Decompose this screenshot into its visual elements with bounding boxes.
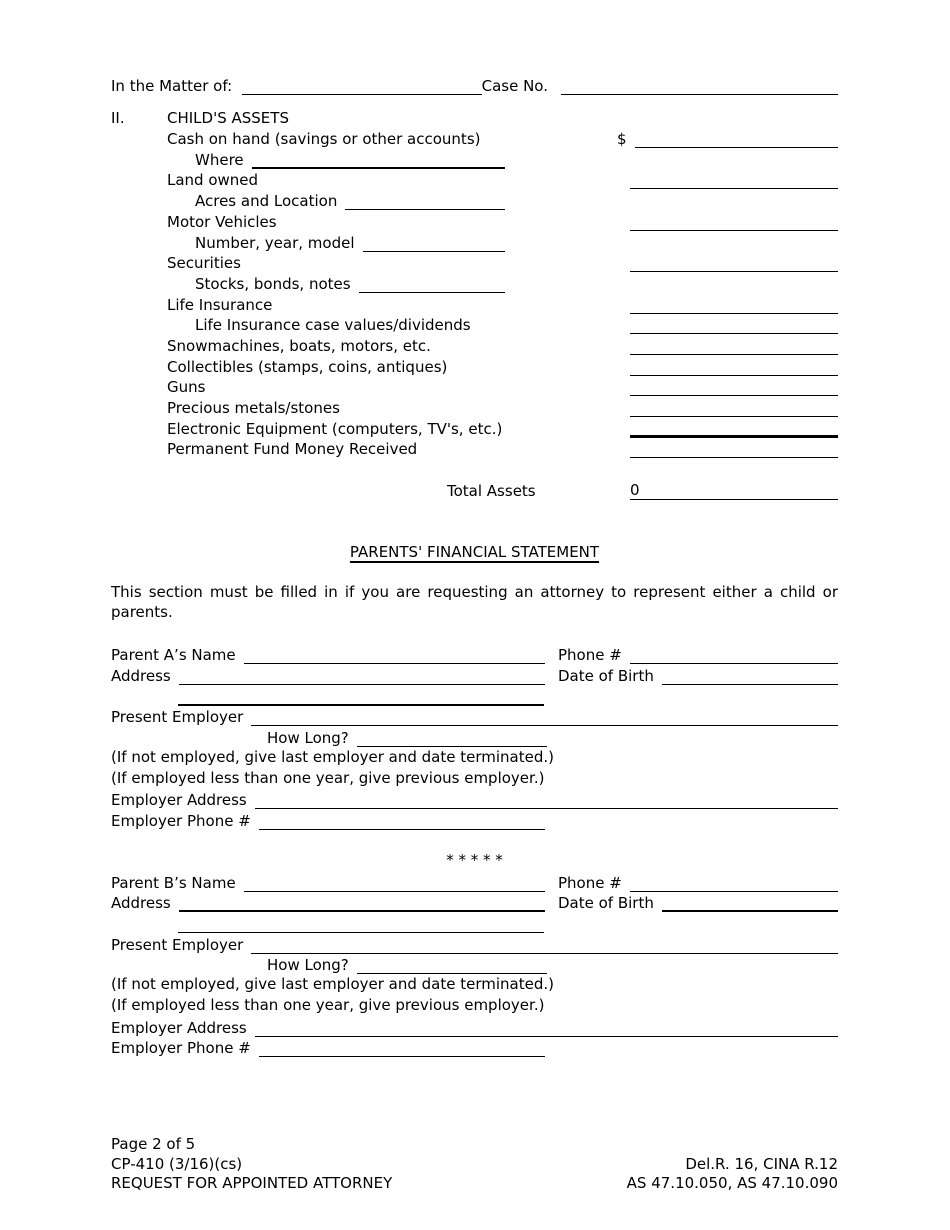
parent-a-employer-label: Present Employer [111,708,244,727]
parent-b-dob-field[interactable] [662,910,838,912]
parent-b-employer-address-label: Employer Address [111,1018,247,1037]
asset-row [111,293,838,314]
stocks-bonds-notes-field[interactable] [359,292,505,293]
parent-b-employer-address-field[interactable] [255,1036,838,1037]
parent-a-note1: (If not employed, give last employer and date terminated.) [111,748,554,767]
assets-section-heading [111,107,838,128]
motor-vehicles-label: Motor Vehicles [167,212,277,231]
footer-form-number: CP-410 (3/16)(cs) [111,1154,243,1173]
asset-row [111,417,838,438]
parent-a-address-field[interactable] [179,684,545,685]
parent-b-name-label: Parent B’s Name [111,873,236,892]
parent-a-employer-phone-label: Employer Phone # [111,811,251,830]
assets-section-title: CHILD'S ASSETS [167,109,289,128]
total-assets-value: 0 [630,480,640,499]
total-assets-label: Total Assets [447,481,536,500]
parent-b-employer-field[interactable] [251,953,838,954]
motor-vehicles-value-line[interactable] [630,230,838,231]
footer-rules: Del.R. 16, CINA R.12 [685,1154,838,1173]
asset-row [111,127,838,148]
asset-row [111,169,838,190]
parent-a-how-long-row [111,726,838,747]
parent-a-phone-field[interactable] [630,663,838,664]
dollar-sign: $ [617,130,627,149]
asset-row [111,148,838,169]
total-assets-field[interactable] [630,481,838,500]
footer-row-3 [111,1174,838,1194]
asset-row [111,355,838,376]
asterisk-separator: * * * * * [446,850,503,869]
land-owned-value-line[interactable] [630,188,838,189]
matter-of-field[interactable] [242,94,481,95]
parent-a-address2-row [111,685,838,706]
separator-row [111,848,838,869]
parent-b-address2-row [111,912,838,933]
life-insurance-value-line[interactable] [630,313,838,314]
footer-page-number: Page 2 of 5 [111,1135,196,1154]
intro-paragraph-line2: parents. [111,603,173,622]
parent-a-address-row [111,664,838,685]
parent-a-phone-label: Phone # [558,646,622,665]
parents-statement-title: PARENTS' FINANCIAL STATEMENT [349,543,600,562]
securities-value-line[interactable] [630,271,838,272]
asset-row [111,314,838,335]
parent-b-address-field[interactable] [179,910,545,912]
parent-b-how-long-row [111,954,838,975]
matter-of-label: In the Matter of: [111,76,233,95]
permanent-fund-value-line[interactable] [630,457,838,458]
acres-location-field[interactable] [345,209,505,210]
asset-row [111,231,838,252]
parent-a-name-field[interactable] [244,663,545,664]
parent-b-phone-field[interactable] [630,891,838,892]
asset-row [111,438,838,459]
intro-paragraph-line1: This section must be filled in if you are requesting an attorney to represent either a child or [111,582,838,601]
total-assets-row [111,479,838,500]
footer-statutes: AS 47.10.050, AS 47.10.090 [626,1174,838,1193]
parent-b-address2-field[interactable] [178,932,544,933]
parent-a-note2: (If employed less than one year, give previous employer.) [111,768,545,787]
footer-form-title: REQUEST FOR APPOINTED ATTORNEY [111,1174,393,1193]
number-year-model-label: Number, year, model [195,233,355,252]
precious-metals-label: Precious metals/stones [167,399,340,417]
parent-a-employer-address-field[interactable] [255,808,838,809]
parent-b-how-long-label: How Long? [267,956,349,975]
securities-label: Securities [167,254,241,273]
parent-a-employer-address-label: Employer Address [111,791,247,810]
assets-section-number: II. [111,109,125,128]
parent-b-employer-row [111,933,838,954]
life-insurance-label: Life Insurance [167,295,273,314]
parent-a-address2-field[interactable] [178,704,544,706]
parent-a-employer-phone-row [111,809,838,830]
parent-a-how-long-label: How Long? [267,729,349,748]
acres-location-label: Acres and Location [195,192,338,211]
case-no-label: Case No. [481,76,548,95]
case-no-field[interactable] [561,94,838,95]
parent-a-dob-label: Date of Birth [558,667,654,685]
parent-b-name-field[interactable] [244,891,545,892]
parent-b-name-row [111,871,838,892]
asset-row [111,396,838,417]
asset-row [111,252,838,273]
life-insurance-dividends-value-line[interactable] [630,333,838,334]
cash-on-hand-label: Cash on hand (savings or other accounts) [167,130,481,149]
parent-a-address-label: Address [111,667,171,685]
parent-a-employer-phone-field[interactable] [259,829,545,830]
electronic-equipment-label: Electronic Equipment (computers, TV's, etc.) [167,419,503,438]
guns-value-line[interactable] [630,395,838,396]
guns-label: Guns [167,378,206,397]
parent-b-note1: (If not employed, give last employer and date terminated.) [111,975,554,994]
electronic-equipment-value-line[interactable] [630,435,838,438]
snowmachines-value-line[interactable] [630,354,838,355]
parent-b-address-label: Address [111,894,171,913]
snowmachines-label: Snowmachines, boats, motors, etc. [167,336,431,355]
caption-row [111,74,838,95]
parent-b-employer-phone-label: Employer Phone # [111,1039,251,1058]
parent-a-name-row [111,644,838,665]
collectibles-value-line[interactable] [630,375,838,376]
parent-b-employer-phone-row [111,1037,838,1058]
cash-on-hand-value-line[interactable] [635,147,838,148]
land-owned-label: Land owned [167,171,259,190]
footer-row-2 [111,1155,838,1175]
parent-a-employer-row [111,706,838,727]
parent-a-employer-address-row [111,788,838,809]
asset-row [111,334,838,355]
number-year-model-field[interactable] [363,251,506,252]
asset-row [111,189,838,210]
life-insurance-dividends-label: Life Insurance case values/dividends [195,316,471,335]
precious-metals-value-line[interactable] [630,416,838,417]
parent-a-dob-field[interactable] [662,684,838,685]
parents-statement-heading-row [111,541,838,562]
parent-b-employer-phone-field[interactable] [259,1056,545,1057]
parent-a-employer-field[interactable] [251,725,838,726]
parent-b-dob-label: Date of Birth [558,894,654,913]
footer-row-1 [111,1135,838,1155]
parent-b-phone-label: Phone # [558,873,622,892]
asset-row [111,272,838,293]
parent-b-employer-address-row [111,1016,838,1037]
asset-row [111,376,838,397]
parent-b-address-row [111,892,838,913]
parent-b-note2: (If employed less than one year, give previous employer.) [111,996,545,1015]
stocks-bonds-notes-label: Stocks, bonds, notes [195,274,351,293]
parent-b-employer-label: Present Employer [111,935,244,954]
where-field[interactable] [252,167,505,169]
where-label: Where [195,150,244,169]
parent-a-name-label: Parent A’s Name [111,646,236,665]
collectibles-label: Collectibles (stamps, coins, antiques) [167,357,448,376]
permanent-fund-label: Permanent Fund Money Received [167,440,418,459]
asset-row [111,210,838,231]
